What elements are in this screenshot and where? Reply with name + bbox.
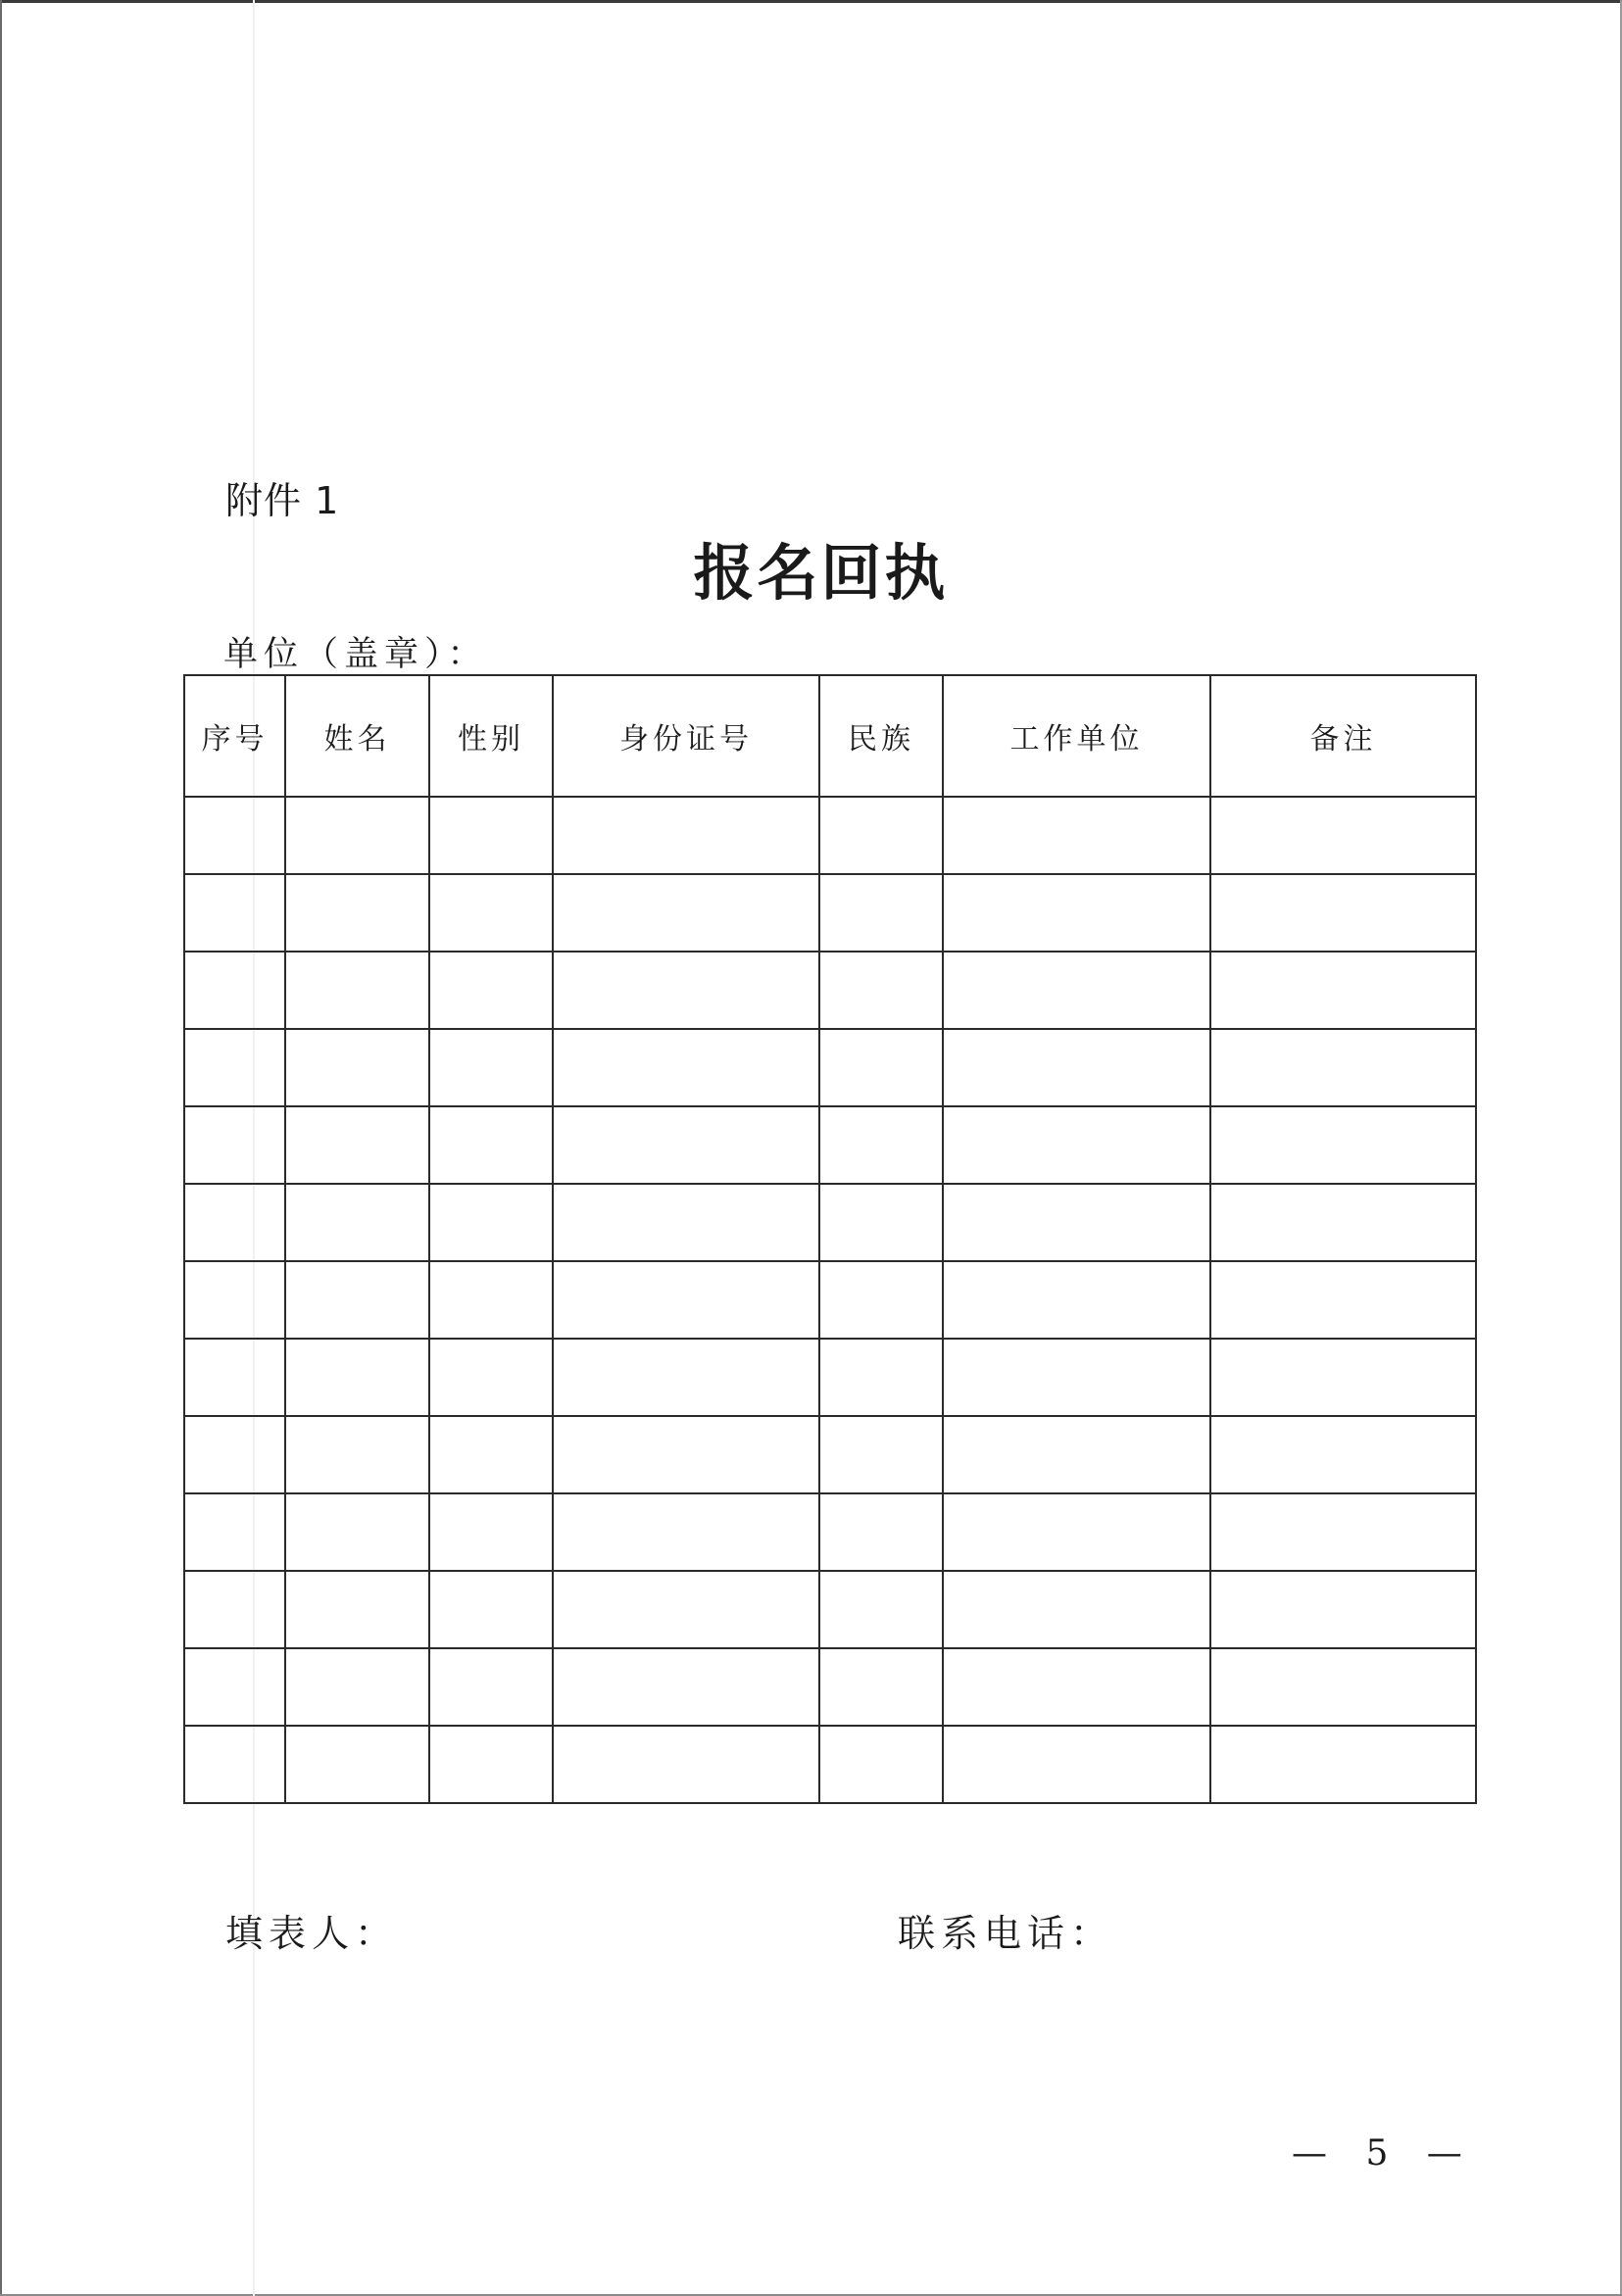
table-cell-remarks[interactable] (1210, 797, 1476, 874)
table-row (184, 1416, 1476, 1493)
table-cell-workplace[interactable] (943, 1416, 1210, 1493)
unit-stamp-label: 单位（盖章）： (223, 635, 488, 674)
table-header-row (184, 675, 1476, 797)
attachment-label: 附件 1 (225, 479, 340, 522)
table-cell-name[interactable] (285, 1493, 429, 1571)
page-edge-top (0, 0, 1622, 3)
table-cell-id-number[interactable] (553, 1261, 819, 1339)
table-cell-remarks[interactable] (1210, 952, 1476, 1029)
table-row (184, 952, 1476, 1029)
table-cell-remarks[interactable] (1210, 1261, 1476, 1339)
table-cell-serial[interactable] (184, 1416, 285, 1493)
table-cell-workplace[interactable] (943, 874, 1210, 952)
table-row (184, 1261, 1476, 1339)
table-cell-ethnicity[interactable] (819, 1184, 943, 1261)
table-cell-id-number[interactable] (553, 1493, 819, 1571)
table-cell-id-number[interactable] (553, 1339, 819, 1416)
table-cell-id-number[interactable] (553, 1029, 819, 1106)
table-cell-serial[interactable] (184, 1029, 285, 1106)
table-cell-ethnicity[interactable] (819, 1648, 943, 1726)
table-cell-ethnicity[interactable] (819, 1726, 943, 1803)
table-cell-gender[interactable] (429, 1416, 553, 1493)
table-row (184, 797, 1476, 874)
table-row (184, 1648, 1476, 1726)
table-cell-workplace[interactable] (943, 797, 1210, 874)
table-cell-id-number[interactable] (553, 1106, 819, 1184)
table-cell-gender[interactable] (429, 797, 553, 874)
table-cell-ethnicity[interactable] (819, 952, 943, 1029)
table-cell-workplace[interactable] (943, 1493, 1210, 1571)
table-cell-ethnicity[interactable] (819, 1416, 943, 1493)
table-cell-workplace[interactable] (943, 1648, 1210, 1726)
table-cell-name[interactable] (285, 1648, 429, 1726)
table-cell-name[interactable] (285, 952, 429, 1029)
table-cell-ethnicity[interactable] (819, 874, 943, 952)
table-cell-workplace[interactable] (943, 1106, 1210, 1184)
table-cell-gender[interactable] (429, 1339, 553, 1416)
table-cell-remarks[interactable] (1210, 1106, 1476, 1184)
table-cell-gender[interactable] (429, 1726, 553, 1803)
table-row (184, 1571, 1476, 1648)
filler-label: 填表人： (225, 1912, 399, 1955)
table-cell-ethnicity[interactable] (819, 797, 943, 874)
contact-phone-label: 联系电话： (898, 1912, 1114, 1955)
table-cell-id-number[interactable] (553, 1416, 819, 1493)
table-cell-workplace[interactable] (943, 1571, 1210, 1648)
table-cell-remarks[interactable] (1210, 1726, 1476, 1803)
table-cell-workplace[interactable] (943, 1339, 1210, 1416)
table-row (184, 1029, 1476, 1106)
table-cell-id-number[interactable] (553, 1726, 819, 1803)
table-cell-workplace[interactable] (943, 952, 1210, 1029)
table-cell-workplace[interactable] (943, 1726, 1210, 1803)
table-cell-remarks[interactable] (1210, 1571, 1476, 1648)
page-title: 报名回执 (693, 537, 949, 609)
header-cell-serial: 序号 (184, 675, 285, 797)
table-cell-id-number[interactable] (553, 797, 819, 874)
table-cell-gender[interactable] (429, 1571, 553, 1648)
table-cell-serial[interactable] (184, 797, 285, 874)
table-row (184, 1493, 1476, 1571)
table-cell-ethnicity[interactable] (819, 1261, 943, 1339)
table-cell-gender[interactable] (429, 952, 553, 1029)
table-cell-gender[interactable] (429, 1261, 553, 1339)
table-row (184, 1726, 1476, 1803)
table-cell-remarks[interactable] (1210, 1339, 1476, 1416)
table-cell-name[interactable] (285, 1726, 429, 1803)
page-number: — 5 — (1292, 2133, 1476, 2174)
table-cell-serial[interactable] (184, 1571, 285, 1648)
table-body (184, 797, 1476, 1803)
table-cell-name[interactable] (285, 1339, 429, 1416)
table-cell-serial[interactable] (184, 1106, 285, 1184)
table-row (184, 1339, 1476, 1416)
table-cell-name[interactable] (285, 1029, 429, 1106)
table-cell-serial[interactable] (184, 1184, 285, 1261)
table-cell-gender[interactable] (429, 1648, 553, 1726)
header-cell-workplace: 工作单位 (943, 675, 1210, 797)
table-cell-serial[interactable] (184, 952, 285, 1029)
header-cell-ethnicity: 民族 (819, 675, 943, 797)
table-cell-remarks[interactable] (1210, 1493, 1476, 1571)
table-cell-gender[interactable] (429, 1106, 553, 1184)
table-cell-gender[interactable] (429, 874, 553, 952)
registration-table (183, 674, 1477, 1804)
table-cell-serial[interactable] (184, 1339, 285, 1416)
table-cell-remarks[interactable] (1210, 1648, 1476, 1726)
table-cell-id-number[interactable] (553, 1184, 819, 1261)
header-cell-remarks: 备注 (1210, 675, 1476, 797)
table-cell-workplace[interactable] (943, 1261, 1210, 1339)
table-cell-name[interactable] (285, 1106, 429, 1184)
table-cell-ethnicity[interactable] (819, 1571, 943, 1648)
table-cell-name[interactable] (285, 1571, 429, 1648)
table-cell-gender[interactable] (429, 1493, 553, 1571)
table-cell-ethnicity[interactable] (819, 1493, 943, 1571)
table-cell-id-number[interactable] (553, 952, 819, 1029)
table-row (184, 874, 1476, 952)
table-cell-ethnicity[interactable] (819, 1029, 943, 1106)
table-row (184, 1184, 1476, 1261)
table-cell-workplace[interactable] (943, 1029, 1210, 1106)
table-cell-name[interactable] (285, 797, 429, 874)
table-cell-serial[interactable] (184, 1493, 285, 1571)
table-cell-id-number[interactable] (553, 1571, 819, 1648)
header-cell-id-number: 身份证号 (553, 675, 819, 797)
header-cell-gender: 性别 (429, 675, 553, 797)
table-cell-name[interactable] (285, 874, 429, 952)
table-cell-remarks[interactable] (1210, 874, 1476, 952)
table-cell-id-number[interactable] (553, 874, 819, 952)
table-cell-gender[interactable] (429, 1184, 553, 1261)
table-cell-serial[interactable] (184, 1648, 285, 1726)
table-cell-ethnicity[interactable] (819, 1106, 943, 1184)
table-cell-remarks[interactable] (1210, 1184, 1476, 1261)
table-cell-serial[interactable] (184, 1261, 285, 1339)
table-row (184, 1106, 1476, 1184)
table-cell-name[interactable] (285, 1261, 429, 1339)
table-cell-gender[interactable] (429, 1029, 553, 1106)
page-edge-left (0, 0, 2, 2296)
table-cell-name[interactable] (285, 1184, 429, 1261)
table-cell-serial[interactable] (184, 874, 285, 952)
header-cell-name: 姓名 (285, 675, 429, 797)
table-cell-id-number[interactable] (553, 1648, 819, 1726)
table-cell-workplace[interactable] (943, 1184, 1210, 1261)
table-cell-remarks[interactable] (1210, 1416, 1476, 1493)
table-cell-ethnicity[interactable] (819, 1339, 943, 1416)
table-cell-serial[interactable] (184, 1726, 285, 1803)
table-cell-remarks[interactable] (1210, 1029, 1476, 1106)
table-cell-name[interactable] (285, 1416, 429, 1493)
